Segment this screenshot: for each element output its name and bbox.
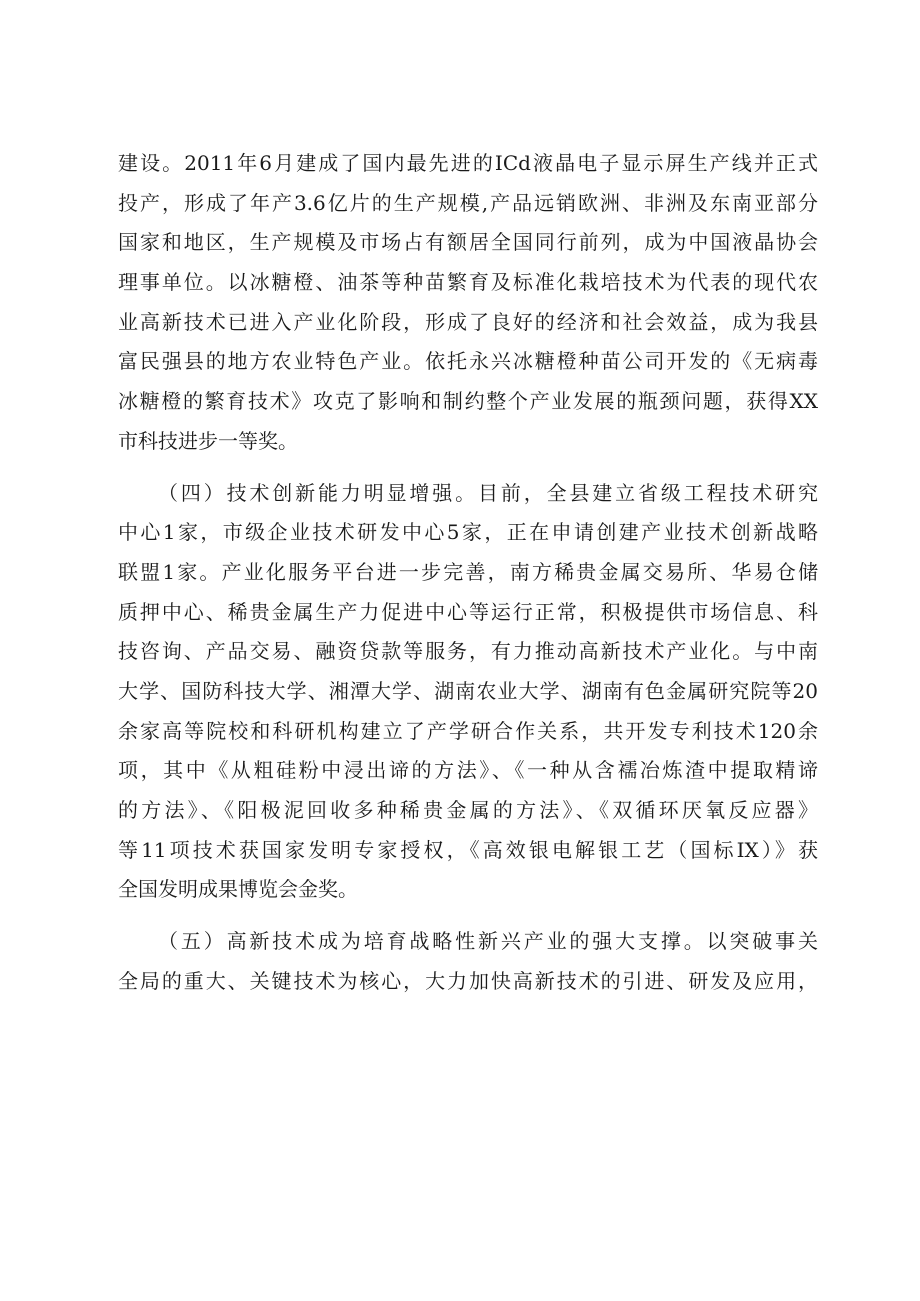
text-line: 质押中心、稀贵金属生产力促进中心等运行正常，积极提供市场信息、科 [118, 599, 818, 624]
paragraph-gap [118, 462, 818, 474]
paragraph-gap [118, 910, 818, 922]
text-line: 全国发明成果博览会金奖。 [118, 877, 358, 902]
text-line: 建设。2011年6月建成了国内最先进的ICd液晶电子显示屏生产线并正式 [118, 151, 818, 175]
text-line: 国家和地区，生产规模及市场占有额居全国同行前列，成为中国液晶协会 [118, 230, 818, 255]
text-line: （四）技术创新能力明显增强。目前，全县建立省级工程技术研究 [158, 480, 818, 505]
text-line: 中心1家，市级企业技术研发中心5家，正在申请创建产业技术创新战略 [118, 520, 818, 545]
text-line: 投产，形成了年产3.6亿片的生产规模,产品远销欧洲、非洲及东南亚部分 [118, 190, 818, 215]
text-line: 富民强县的地方农业特色产业。依托永兴冰糖橙种苗公司开发的《无病毒 [118, 349, 818, 374]
text-line: 的方法》、《阳极泥回收多种稀贵金属的方法》、《双循环厌氧反应器》 [118, 798, 818, 822]
text-line: 余家高等院校和科研机构建立了产学研合作关系，共开发专利技术120余 [118, 718, 818, 743]
paragraph-1 [118, 144, 818, 462]
text-line: 理事单位。以冰糖橙、油茶等种苗繁育及标准化栽培技术为代表的现代农 [118, 270, 818, 295]
text-line: 大学、国防科技大学、湘潭大学、湖南农业大学、湖南有色金属研究院等20 [118, 678, 818, 703]
paragraph-3 [118, 922, 818, 1001]
text-line: 全局的重大、关键技术为核心，大力加快高新技术的引进、研发及应用， [118, 968, 818, 993]
text-line: 等11项技术获国家发明专家授权，《高效银电解银工艺（国标IX）》获 [118, 837, 818, 862]
text-line: 项，其中《从粗硅粉中浸出谛的方法》、《一种从含襦冶炼渣中提取精谛 [118, 758, 818, 783]
text-line: （五）高新技术成为培育战略性新兴产业的强大支撑。以突破事关 [158, 929, 818, 954]
text-line: 冰糖橙的繁育技术》攻克了影响和制约整个产业发展的瓶颈问题，获得XX [118, 389, 818, 414]
paragraph-2 [118, 474, 818, 911]
text-line: 联盟1家。产业化服务平台进一步完善，南方稀贵金属交易所、华易仓储 [118, 559, 818, 584]
text-line: 业高新技术已进入产业化阶段，形成了良好的经济和社会效益，成为我县 [118, 309, 818, 334]
text-line: 市科技进步一等奖。 [118, 428, 298, 453]
body-text [118, 144, 818, 1001]
text-line: 技咨询、产品交易、融资贷款等服务，有力推动高新技术产业化。与中南 [118, 639, 818, 664]
